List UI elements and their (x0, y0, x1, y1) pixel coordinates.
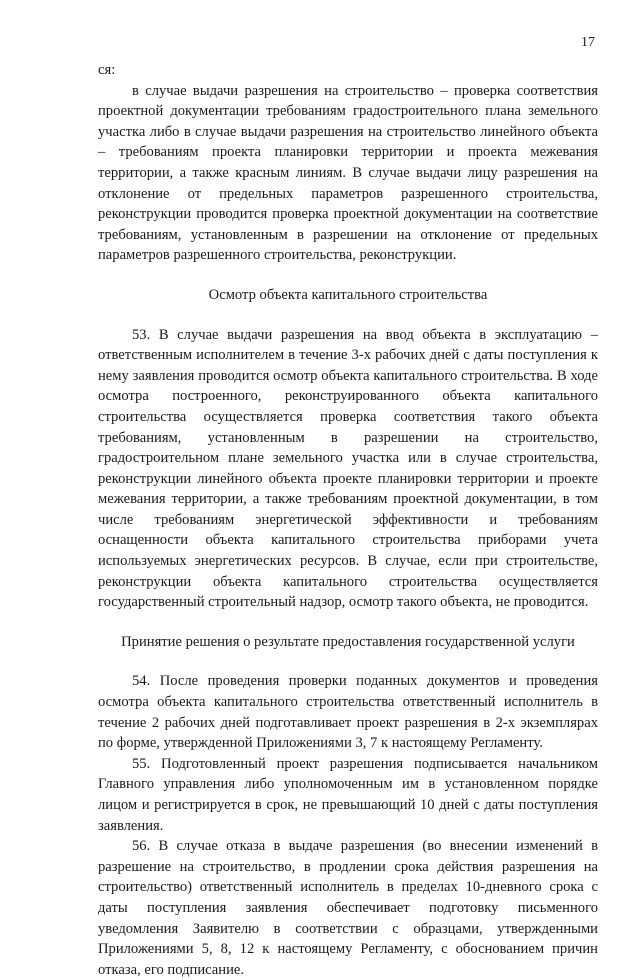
paragraph-intro: в случае выдачи разрешения на строительство – проверка соответствия проектной документации требованиям градостроительного плана земельного участка либо в случае выдачи разрешения на строительство линейного объекта – требованиям проекта планировки территории и проекта межевания территории, а также красным линиям. В случае выдачи лицу разрешения на отклонение от предельных параметров разрешенного строительства, реконструкции проводится проверка проектной документации на соответствие требованиям, установленным в разрешении на отклонение от предельных параметров разрешенного строительства, реконструкции. (98, 82, 598, 264)
paragraph-54: 54. После проведения проверки поданных документов и проведения осмотра объекта капитального строительства ответственный исполнитель в течение 2 рабочих дней подготавливает проект разрешения в 2-х экземплярах по форме, утвержденной Приложениями 3, 7 к настоящему Регламенту. (98, 673, 598, 752)
continuation-text: ся: (98, 62, 116, 78)
paragraph-55: 55. Подготовленный проект разрешения подписывается начальником Главного управления либо уполномоченным им в установленном порядке лицом и регистрируется в срок, не превышающий 10 дней с даты поступления заявления. (98, 755, 598, 834)
paragraph-56: 56. В случае отказа в выдаче разрешения (во внесении изменений в разрешение на строительство, в продлении срока действия разрешения на строительство) ответственный исполнитель в пределах 10-дневного срока с даты поступления заявления обеспечивает подготовку письменного уведомления Заявителю в соответствии с образцами, утвержденными Приложениями 5, 8, 12 к настоящему Регламенту, с обоснованием причин отказа, его подписание. (98, 838, 598, 978)
section-heading-decision: Принятие решения о результате предоставления государственной услуги (121, 633, 575, 650)
paragraph-53: 53. В случае выдачи разрешения на ввод объекта в эксплуатацию – ответственным исполнителем в течение 3-х рабочих дней с даты поступления к нему заявления проводится осмотр объекта капитального строительства. В ходе осмотра построенного, реконструированного объекта капитального строительства осуществляется проверка соответствия такого объекта требованиям, установленным в разрешении на строительство, градостроительном плане земельного участка или в случае строительства, реконструкции линейного объекта проекте планировки территории и проекте межевания территории, а также требованиям проектной документации, в том числе требованиям энергетической эффективности и требованиям оснащенности объекта капитального строительства приборами учета используемых энергетических ресурсов. В случае, если при строительстве, реконструкции объекта капитального строительства осуществляется государственный строительный надзор, осмотр такого объекта, не проводится. (98, 326, 598, 611)
document-body (98, 60, 598, 980)
section-heading-inspection: Осмотр объекта капитального строительства (208, 286, 488, 303)
page-number: 17 (581, 35, 595, 50)
